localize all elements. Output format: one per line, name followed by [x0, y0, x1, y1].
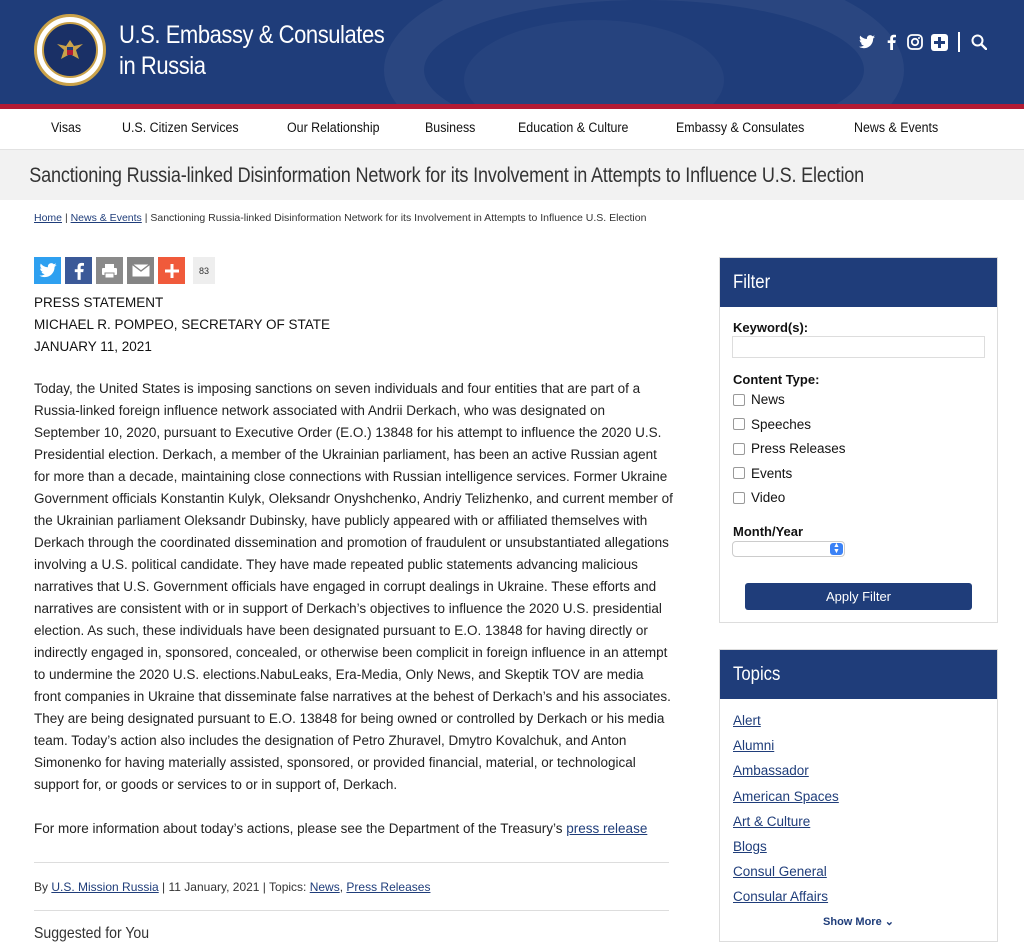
byline-comma: ,: [339, 880, 347, 894]
topics-panel-header: [720, 650, 997, 699]
social-links: [858, 32, 988, 52]
list-item: [733, 884, 997, 909]
month-year-select[interactable]: [732, 541, 845, 557]
checkbox-label: Video: [751, 490, 786, 505]
breadcrumb-separator: |: [64, 212, 68, 224]
show-more-link[interactable]: [720, 915, 997, 928]
filter-title: Filter: [733, 272, 771, 293]
divider: [958, 32, 960, 52]
share-count: 83: [193, 257, 215, 284]
checkbox[interactable]: [733, 492, 745, 504]
article-paragraph-text: For more information about today’s actions, please see the Department of the Treasury’s: [34, 821, 567, 836]
article-author: MICHAEL R. POMPEO, SECRETARY OF STATE: [34, 317, 331, 332]
topics-list: [720, 699, 997, 910]
divider: [34, 862, 669, 863]
plus-icon: [165, 264, 179, 278]
list-item: [733, 834, 997, 859]
byline-date: | 11 January, 2021 | Topics:: [158, 880, 310, 894]
page-title-band: [0, 149, 1024, 200]
checkbox[interactable]: [733, 467, 745, 479]
topic-link-american-spaces[interactable]: American Spaces: [733, 788, 839, 804]
chevron-updown-icon: ▲ ▼: [830, 543, 843, 555]
embassy-seal-logo[interactable]: [34, 14, 106, 86]
checkbox-label: Press Releases: [751, 441, 846, 456]
chevron-down-icon: ⌄: [884, 916, 894, 928]
nav-item-visas[interactable]: Visas: [51, 120, 82, 135]
email-icon: [132, 264, 150, 277]
topic-link-ambassador[interactable]: Ambassador: [733, 763, 809, 779]
topic-link-alert[interactable]: Alert: [733, 713, 761, 728]
content-type-press-releases-checkbox[interactable]: [733, 441, 846, 456]
list-item: [733, 733, 997, 758]
content-type-news-checkbox[interactable]: [733, 392, 785, 407]
breadcrumb-current: Sanctioning Russia-linked Disinformation Network for its Involvement in Attempts to Influence U.S. Election: [150, 212, 647, 224]
topic-link-alumni[interactable]: Alumni: [733, 738, 775, 754]
breadcrumb-home-link[interactable]: Home: [34, 212, 63, 224]
article-paragraph: [34, 818, 674, 840]
share-facebook-button[interactable]: [65, 257, 92, 284]
search-icon[interactable]: [970, 33, 988, 51]
nav-item-embassy-consulates[interactable]: Embassy & Consulates: [676, 120, 805, 135]
article-byline: [34, 880, 430, 894]
twitter-icon[interactable]: [858, 33, 876, 51]
filter-panel-header: [720, 258, 997, 307]
plus-icon[interactable]: [930, 33, 948, 51]
share-print-button[interactable]: [96, 257, 123, 284]
apply-filter-button[interactable]: Apply Filter: [745, 583, 972, 610]
keyword-label: Keyword(s):: [733, 320, 809, 335]
topic-link-consular-affairs[interactable]: Consular Affairs: [733, 889, 829, 905]
byline-topic-news-link[interactable]: News: [309, 880, 340, 894]
checkbox-label: News: [751, 392, 785, 407]
article-type: PRESS STATEMENT: [34, 295, 164, 310]
breadcrumb-separator: |: [144, 212, 148, 224]
article-paragraph: Today, the United States is imposing sanctions on seven individuals and four entities that are part of a Russia-linked foreign influence network associated with Andrii Derkach, who was designated on September 10, 2020, pursuant to Executive Order (E.O.) 13848 for his attempt to influence the 2020 U.S. Presidential election. Derkach, a member of the Ukrainian parliament, has been an active Russian agent for more than a decade, maintaining close connections with Russian intelligence services. Former Ukraine Government officials Konstantin Kulyk, Oleksandr Onyshchenko, Andriy Telizhenko, and current member of the Ukrainian parliament Oleksandr Dubinsky, have publicly appeared with or affiliated themselves with Derkach through the coordinated dissemination and promotion of fraudulent or unsubstantiated allegations involving a U.S. political candidate. They have made repeated public statements advancing malicious narratives that U.S. Government officials have engaged in corrupt dealings in Ukraine. These efforts and narratives are consistent with or in support of Derkach’s objectives to influence the 2020 U.S. presidential election. As such, these individuals have been designated pursuant to E.O. 13848 for having directly or indirectly engaged in, sponsored, concealed, or otherwise been complicit in foreign influence in an attempt to undermine the 2020 U.S. elections.NabuLeaks, Era-Media, Only News, and Skeptik TOV are media front companies in Ukraine that disseminate false narratives at the behest of Derkach’s and his associates. They are being designated pursuant to E.O. 13848 for being owned or controlled by Derkach or his media team. Today’s action also includes the designation of Petro Zhuravel, Dmytro Kovalchuk, and Anton Simonenko for having materially assisted, sponsored, or provided financial, material, or technological support for, or goods or services to or in support of, Derkach.: [34, 381, 673, 792]
nav-item-citizen-services[interactable]: U.S. Citizen Services: [121, 120, 239, 135]
nav-item-news-events[interactable]: News & Events: [853, 120, 938, 135]
checkbox[interactable]: [733, 418, 745, 430]
content-type-speeches-checkbox[interactable]: [733, 417, 811, 432]
facebook-icon[interactable]: [882, 33, 900, 51]
nav-item-education-culture[interactable]: Education & Culture: [517, 120, 629, 135]
print-icon: [101, 263, 118, 279]
byline-by: By: [34, 880, 52, 894]
main-navigation: [0, 109, 1024, 149]
page-title: Sanctioning Russia-linked Disinformation Network for its Involvement in Attempts to Influence U.S. Election: [29, 164, 865, 187]
list-item: [733, 809, 997, 834]
suggested-heading: Suggested for You: [34, 925, 150, 942]
site-title-line1: U.S. Embassy & Consulates: [119, 21, 385, 49]
content-type-label: Content Type:: [733, 372, 820, 387]
facebook-icon: [74, 262, 84, 280]
article-meta: [34, 292, 330, 358]
keyword-input[interactable]: [732, 336, 985, 358]
share-twitter-button[interactable]: [34, 257, 61, 284]
twitter-icon: [39, 263, 57, 278]
eagle-icon: [55, 37, 85, 63]
nav-item-business[interactable]: Business: [425, 120, 476, 135]
instagram-icon[interactable]: [906, 33, 924, 51]
site-header: [0, 0, 1024, 104]
byline-topic-press-releases-link[interactable]: Press Releases: [346, 880, 431, 894]
divider: [34, 910, 669, 911]
content-type-events-checkbox[interactable]: [733, 466, 792, 481]
share-email-button[interactable]: [127, 257, 154, 284]
site-title-line2: in Russia: [119, 52, 206, 80]
checkbox-label: Speeches: [751, 416, 812, 432]
breadcrumb-news-events-link[interactable]: News & Events: [70, 212, 142, 224]
list-item: [733, 859, 997, 884]
topics-title: Topics: [733, 664, 781, 685]
checkbox[interactable]: [733, 394, 745, 406]
topics-panel: [719, 649, 998, 942]
checkbox[interactable]: [733, 443, 745, 455]
nav-item-our-relationship[interactable]: Our Relationship: [286, 120, 380, 135]
site-title[interactable]: [119, 20, 384, 82]
topic-link-art-culture[interactable]: Art & Culture: [733, 813, 811, 829]
list-item: [733, 784, 997, 809]
show-more-label: Show More: [823, 916, 882, 928]
byline-author-link[interactable]: U.S. Mission Russia: [51, 880, 159, 894]
share-more-button[interactable]: [158, 257, 185, 284]
article-date: JANUARY 11, 2021: [34, 339, 152, 354]
filter-panel: [719, 257, 998, 623]
list-item: [733, 708, 997, 733]
list-item: [733, 758, 997, 783]
article-body: [34, 378, 674, 862]
topic-link-consul-general[interactable]: Consul General: [733, 864, 827, 880]
breadcrumb: [34, 212, 646, 224]
month-year-label: Month/Year: [733, 524, 804, 539]
checkbox-label: Events: [751, 465, 793, 481]
share-toolbar: [34, 257, 215, 284]
press-release-link[interactable]: press release: [566, 821, 648, 836]
content-type-video-checkbox[interactable]: [733, 490, 785, 505]
topic-link-blogs[interactable]: Blogs: [733, 839, 767, 855]
